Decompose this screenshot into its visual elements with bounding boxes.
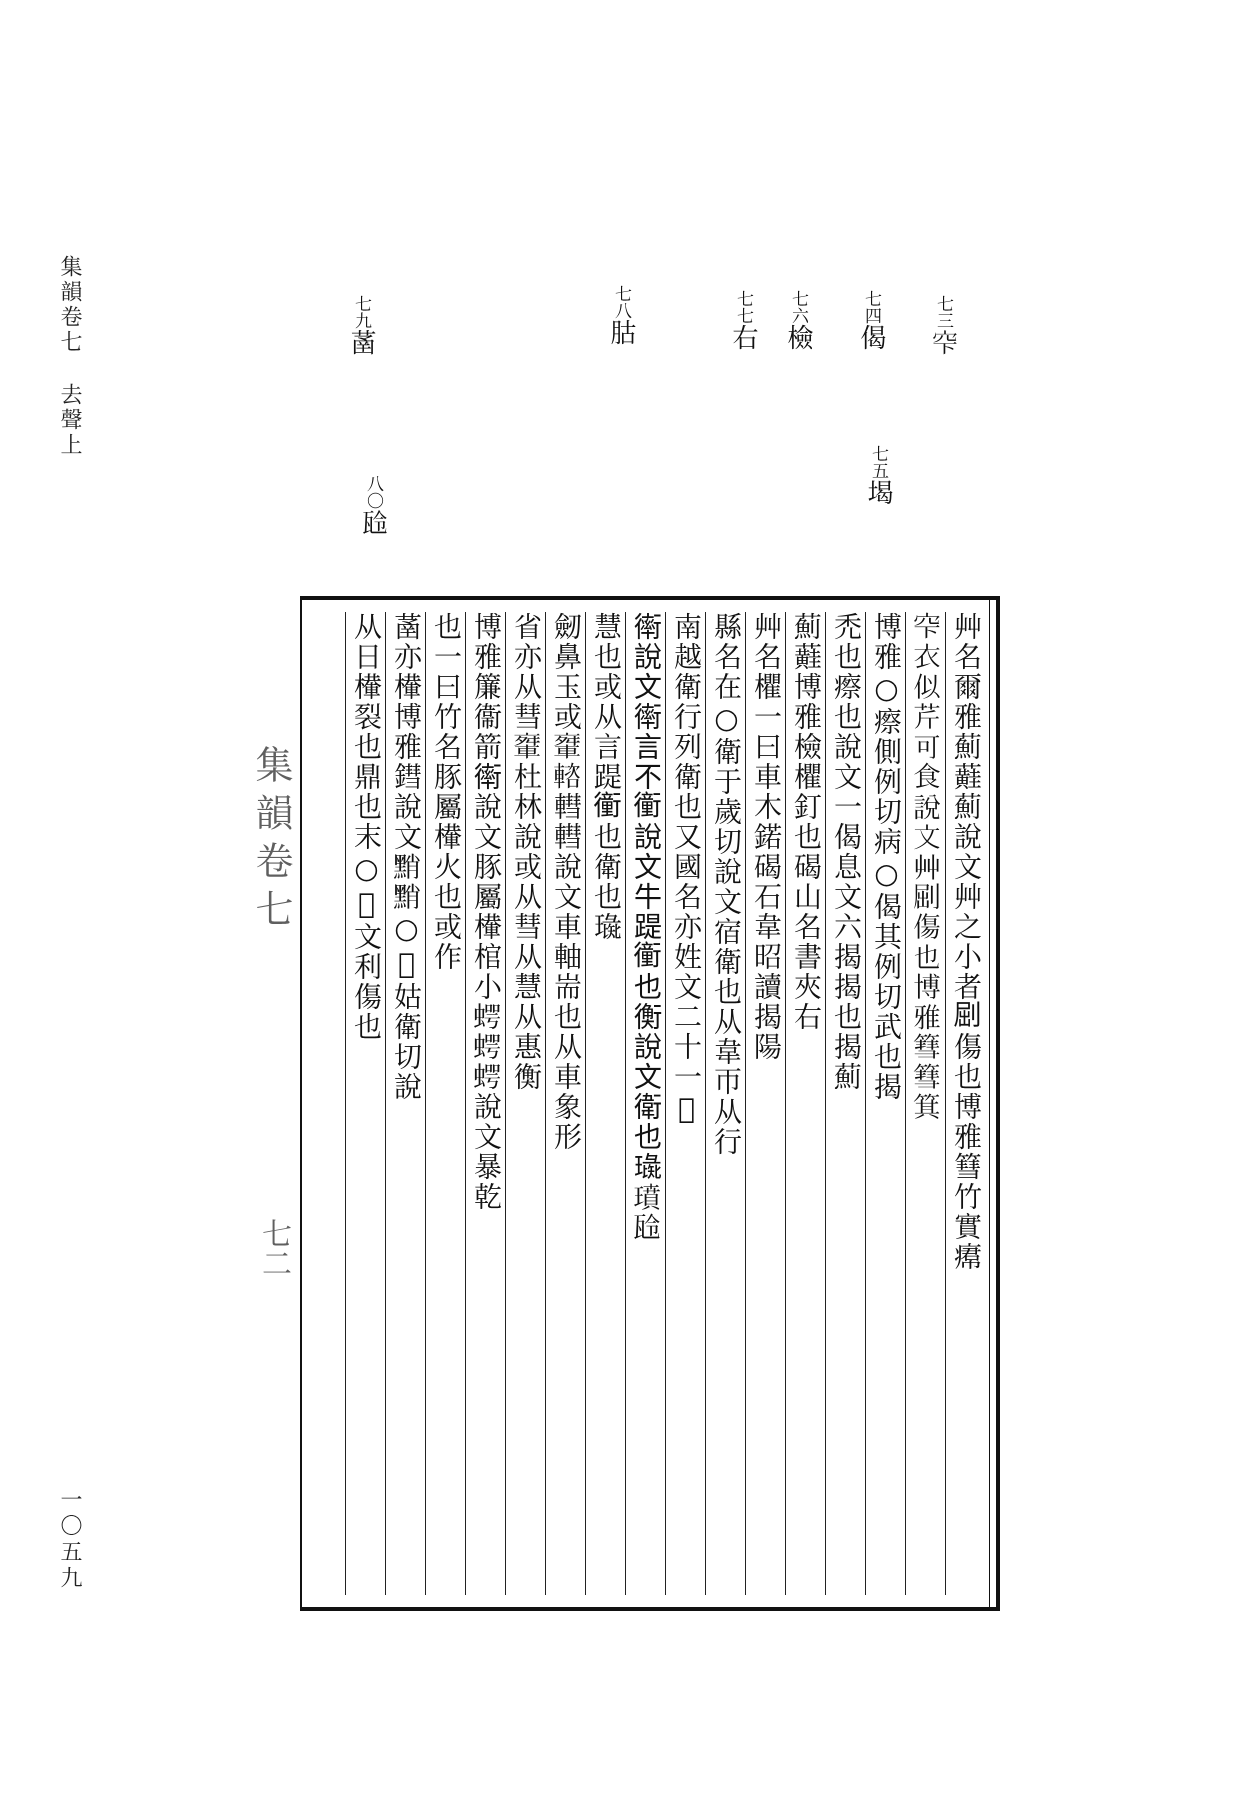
note-char: 𥤲 xyxy=(928,329,958,357)
text-column xyxy=(385,612,426,1595)
note-mark: 八〇 xyxy=(363,475,383,509)
text-column xyxy=(945,612,986,1595)
note-char: 堨 xyxy=(863,479,893,507)
collation-note xyxy=(858,290,884,352)
section-title: 去聲上 xyxy=(57,383,82,458)
text-column xyxy=(865,612,906,1595)
note-char: 𤬻 xyxy=(358,509,388,537)
text-frame xyxy=(300,596,1000,1611)
collation-note xyxy=(360,475,386,537)
column-text: 縣名在○衛于歲切說文宿衛也从韋帀从行 xyxy=(710,612,743,1157)
column-text: 省亦从彗𨌤杜林說或从彗从慧从惠𧗾 xyxy=(510,612,543,1092)
bleed-through-text: 集韻卷七 xyxy=(249,745,293,937)
page-number: 一〇五九 xyxy=(57,1488,82,1592)
text-column xyxy=(345,612,386,1595)
column-text: 艸名欋一曰車木鍩碣石韋昭讀揭陽 xyxy=(750,612,783,1062)
text-column xyxy=(465,612,506,1595)
collation-note xyxy=(785,290,811,352)
note-mark: 七六 xyxy=(788,290,808,324)
note-char: 𦙶 xyxy=(606,319,636,347)
column-text: 慧也或从言踶𧘂也衛也璏 xyxy=(590,612,623,942)
text-column xyxy=(545,612,586,1595)
note-mark: 七七 xyxy=(733,290,753,324)
column-text: 薊蘳博雅檢欋釘也碣山名書夾右 xyxy=(790,612,823,1032)
collation-note xyxy=(608,285,634,347)
column-text: 南越衛行列衛也又國名亦姓文二十一𠂑 xyxy=(670,612,703,1127)
text-column xyxy=(705,612,746,1595)
column-text: 博雅○瘵側例切病○偈其例切武也揭 xyxy=(870,612,903,1102)
column-text: 𥤲衣似芹可食說文艸𠜾傷也博雅篲篲箕 xyxy=(910,612,943,1122)
column-text: 也一曰竹名豚屬檋火也或作 xyxy=(430,612,463,972)
note-mark: 七三 xyxy=(933,295,953,329)
column-text: 从日檋裂也鼎也末○𣝾文利傷也 xyxy=(350,612,383,1042)
text-column xyxy=(745,612,786,1595)
note-mark: 七八 xyxy=(611,285,631,319)
collation-note xyxy=(865,445,891,507)
column-text: 博雅簾衞箭𧗿說文豚屬檋棺小𧍞𧍞𧍞說文暴乾 xyxy=(470,612,503,1212)
column-text: 禿也瘵也說文一偈息文六揭揭也揭薊 xyxy=(830,612,863,1092)
collation-note xyxy=(930,295,956,357)
note-mark: 七九 xyxy=(351,295,371,329)
text-column xyxy=(665,612,706,1595)
text-column xyxy=(825,612,866,1595)
note-char: 檢 xyxy=(783,324,813,352)
collation-note xyxy=(348,295,374,357)
note-mark: 七四 xyxy=(861,290,881,324)
book-title: 集韻卷七 xyxy=(57,255,82,355)
bleed-through-text: 七二 xyxy=(256,1218,291,1278)
note-char: 偈 xyxy=(856,324,886,352)
text-column xyxy=(425,612,466,1595)
column-text: 劒鼻玉或𨌤𨍢轊轊說文車軸耑也从車象形 xyxy=(550,612,583,1152)
text-column xyxy=(505,612,546,1595)
text-column xyxy=(905,612,946,1595)
text-column xyxy=(785,612,826,1595)
note-mark: 七五 xyxy=(868,445,888,479)
text-column xyxy=(625,612,666,1595)
column-text: 䓿亦檋博雅鏏說文𪑊𪑊○𣝾姑衛切說 xyxy=(390,612,423,1102)
text-column xyxy=(585,612,626,1595)
note-char: 右 xyxy=(728,324,758,352)
collation-note xyxy=(730,290,756,352)
column-text: 𧗿說文𧗿言不𧘂說文牛踶𧘂也𧗾說文衛也璏𤩳𤬻 xyxy=(630,612,663,1242)
column-text: 艸名爾雅薊蘳薊說文艸之小者𠜾傷也博雅篲竹實𤸷 xyxy=(950,612,983,1272)
note-char: 䓿 xyxy=(346,329,376,357)
